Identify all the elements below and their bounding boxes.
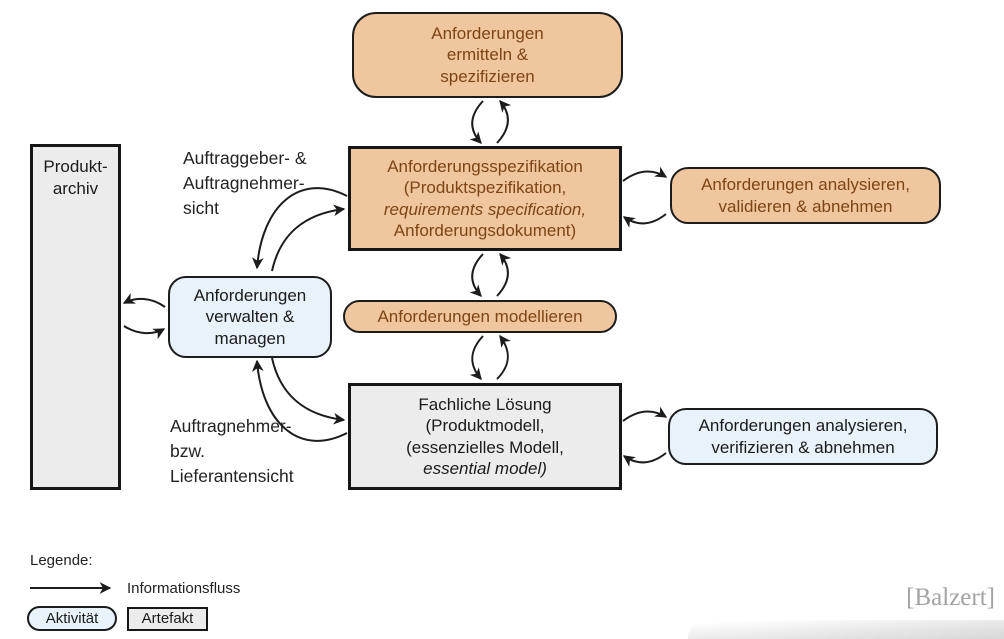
arrow-solution-to-verify bbox=[623, 411, 666, 421]
node-text-line: Anforderungsdokument) bbox=[393, 221, 577, 240]
node-fachliche-loesung bbox=[348, 383, 622, 490]
node-produktarchiv bbox=[30, 144, 121, 490]
source-attribution: [Balzert] bbox=[906, 584, 995, 611]
arrow-spec-to-validate bbox=[623, 171, 666, 181]
label-auftraggeber-sicht bbox=[183, 146, 307, 221]
legend-title: Legende: bbox=[30, 552, 93, 569]
node-text-line: Fachliche Lösung bbox=[418, 394, 552, 414]
arrow-archive-to-manage bbox=[124, 326, 164, 333]
node-anforderungen-verifizieren bbox=[668, 408, 938, 465]
label-line: sicht bbox=[183, 198, 219, 218]
node-text-line: verifizieren & abnehmen bbox=[711, 437, 895, 457]
node-text-line: essential model) bbox=[423, 459, 547, 478]
node-text-line: Anforderungen bbox=[193, 285, 307, 305]
node-text-line: validieren & abnehmen bbox=[718, 196, 893, 216]
arrow-solution-to-model bbox=[497, 336, 508, 379]
node-text-line: Anforderungen modellieren bbox=[377, 306, 583, 326]
label-line: bzw. bbox=[170, 441, 206, 461]
page-corner-shadow bbox=[688, 620, 1004, 639]
arrow-model-to-solution bbox=[472, 336, 483, 379]
node-text-line: requirements specification, bbox=[383, 199, 587, 219]
legend-activity-label: Aktivität bbox=[45, 609, 99, 627]
node-text-line: verwalten & bbox=[205, 307, 295, 327]
node-text-line: Anforderungen analysieren, bbox=[701, 175, 910, 194]
node-text-line: (Produktspezifikation, bbox=[403, 178, 567, 197]
legend-activity-sample bbox=[27, 606, 117, 631]
node-text-line: Anforderungen analysieren, bbox=[698, 416, 908, 435]
legend-flow-label: Informationsfluss bbox=[127, 580, 241, 597]
arrow-verify-to-solution bbox=[624, 453, 666, 462]
node-anforderungen-verwalten bbox=[168, 276, 332, 358]
node-anforderungen-modellieren bbox=[343, 300, 617, 333]
node-anforderungsspezifikation bbox=[348, 146, 622, 251]
node-text-line: Anforderungen bbox=[431, 23, 544, 43]
legend-artifact-label: Artefakt bbox=[141, 610, 194, 627]
node-text-line: spezifizieren bbox=[440, 66, 535, 86]
node-text-line: (essenzielles Modell, bbox=[406, 437, 564, 457]
node-text-line: (Produktmodell, bbox=[425, 416, 545, 435]
node-text-line: Produkt- bbox=[43, 157, 108, 176]
node-text-line: archiv bbox=[52, 178, 99, 198]
label-lieferantensicht bbox=[170, 414, 294, 489]
legend-artifact-sample bbox=[127, 607, 208, 631]
node-anforderungen-ermitteln bbox=[352, 12, 623, 98]
arrow-model-to-spec bbox=[497, 254, 508, 296]
arrow-elicit-to-spec bbox=[472, 101, 483, 143]
node-text-line: Anforderungsspezifikation bbox=[387, 156, 583, 176]
arrow-validate-to-spec bbox=[624, 214, 666, 223]
label-line: Lieferantensicht bbox=[170, 466, 294, 486]
arrow-spec-to-elicit bbox=[497, 101, 508, 143]
node-text-line: ermitteln & bbox=[446, 45, 529, 65]
arrow-manage-to-archive bbox=[124, 299, 165, 307]
arrow-spec-to-model bbox=[472, 254, 483, 296]
label-line: Auftragnehmer- bbox=[183, 173, 305, 193]
label-line: Auftraggeber- & bbox=[183, 148, 307, 168]
node-anforderungen-validieren bbox=[670, 167, 941, 224]
arrow-manage-to-solution bbox=[272, 358, 344, 420]
node-text-line: managen bbox=[214, 328, 286, 348]
label-line: Auftragnehmer- bbox=[170, 416, 292, 436]
